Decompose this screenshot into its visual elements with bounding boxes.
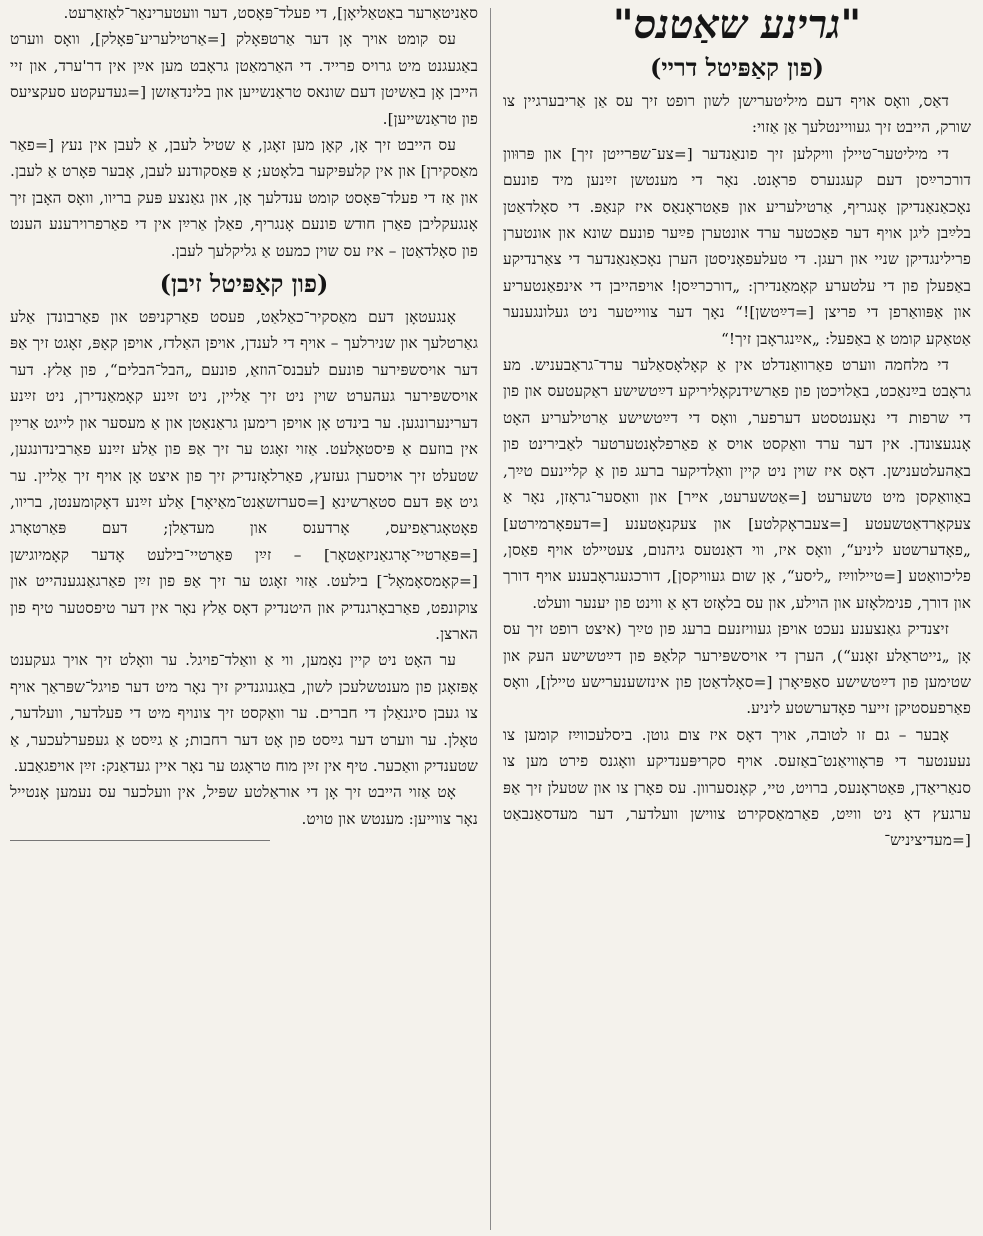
column-divider (490, 8, 491, 1230)
paragraph-continuation: סאַניטאַרער באַטאַליאָן], די פעלד־פּאָסט, דער וועטערינאַר־לאַזאַרעט. (63, 4, 478, 22)
right-column (497, 0, 975, 1236)
paragraph: עס הייבט זיך אָן, קאָן מען זאָגן, אַ שטיל לעבן, אַ לעבן אין נעץ [=פאַר מאַסקירן] און אין קלעפּיקער בלאָטע; אַ פּאַסקודנע לעבן, אָבער פאָרט אַ לעבן. און אַז די פעלד־פּאָסט קומט ענדלעך אָן, און גאַנצע פּעק בריוו, וואָס האָבן זיך אָנגעקליבן פאַרן חודש פונעם אָנגריף, פאַלן אַרײַן אין די פאַרפרוירענע הענט פון סאָלדאַטן – איז עס שוין כמעט אַ גליקלעך לעבן. (10, 136, 478, 260)
section-heading-chapter-seven: (פון קאַפּיטל זיבן) (159, 269, 329, 299)
paragraph: אָט אַזוי הייבט זיך אָן די אוראַלטע שפּיל, אין וועלכער עס נעמען אָנטייל נאָר צווייען: מענטש און טויט. (10, 783, 478, 828)
paragraph: אָנגעטאָן דעם מאַסקיר־כאַלאַט, פעסט פאַרקניפּט און פאַרבונדן אַלע גאַרטלעך און שנירלעך – אויף די לענדן, אויפן האַלדז, אויפן קאָפּ, זאָגט זיך אַפּ דער אויסשפּירער פונעם לעבנס־הוזאַ, פונעם „הבל־הבלים“, פון אַלץ. דער אויסשפּירער געהערט שוין ניט זיך אַליין, ניט זײַנע קאָמאַנדירן, ניט זײַנע דערינערונגען. ער בינדט אָן אויפן רימען גראַנאַטן און אַ מעסער און לייגט אַרײַן אין בוזעם אַ פּיסטאָלעט. אַזוי זאָגט ער זיך אַפּ פון אַלע זײַנע פאַרבינדונגען, שטעלט זיך אויסערן געזעץ, פאַרלאָזנדיק זיך פון איצט אָן אויף זיך אַליין. ער גיט אַפּ דעם סטאַרשינאַ [=סערזשאַנט־מאַיאָר] אַלע זײַנע דאָקומענטן, בריוו, פאָטאָגראַפיעס, אָרדענס און מעדאַלן; דעם פּאַרטאָרג [=פּאַרטיי־אָרגאַניזאַטאָר] – זײַן פּאַרטיי־בילעט אָדער קאָמיוגישן [=קאָמסאָמאָל־] בילעט. אַזוי זאָגט ער זיך אַפּ פון זײַן פאַרגאַנגענהייט און צוקונפט, פאַרבאָרגנדיק און היטנדיק דאָס אַלץ נאָר אין דער טיפסטער טיף פון הארצן. (10, 308, 478, 643)
paragraph: ער האָט ניט קיין נאָמען, ווי אַ וואַלד־פויגל. ער וואָלט זיך אויך געקענט אָפּזאָגן פון מענטשלעכן לשון, באַגנוגנדיק זיך נאָר מיט דער פויגל־שפּראַך אויף צו געבן סיגנאַלן די חברים. ער וואַקסט זיך צונויף מיט די פעלדער, וועלדער, טאָלן. ער ווערט דער גײַסט פון אָט דער רחבות; אַ גײַסט אַ געפערלעכער, אַ שטענדיק וואַכער. טיף אין זײַן מוח טראָגט ער נאָר איין געדאַנק: זײַן אויפגאַבע. (10, 651, 478, 775)
end-rule (10, 840, 270, 841)
paragraph: די מלחמה ווערט פאַרוואַנדלט אין אַ קאָלאָסאַלער ערד־גראַבעניש. מע גראָבט בײַנאַכט, באַלויכטן פון פאַרשידנקאָליריקע דײַטשישע ראַקעטעס און פון די שרפות די נאָענטסטע דערפער, וואָס די דײַטשישע אַרטילעריע האָט אָנגעצונדן. אין דער ערד וואַקסט אויס אַ פאַרפלאָנטערטער לאַבירינט פון באַהעלטענישן. דאָס איז שוין ניט קיין וואַלדיקער ברעג פון אַ קליינעם טײַך, באַוואַקסן מיט טשערעט [=אַטשערעט, אײר] און וואַסער־גראָזן, נאָר אַ צעקאָרדאַטשעטע [=צעבראָקלטע] און צעקנאָטענע [=דעפאָרמירטע] „פאָדערשטע ליניע“, וואָס איז, ווי דאַנטעס גיהנום, צעטיילט אויף פאַסן, פליכוואַטע [=טיילווײַז „ליסע“, אָן שום געוויקסן], דורכגעגראָבענע אויף דורך און דורך, פנימלאָזע און הוילע, און עס בלאָזט דאָ אַ ווינט פון יענער וועלט. (503, 356, 971, 612)
paragraph: דאַס, וואָס אויף דעם מיליטערישן לשון רופט זיך עס אַן אַריבערגיין צו שורק, הייבט זיך געוויינטלעך אַן אַזוי: (503, 92, 971, 137)
paragraph: די מיליטער־טיילן וויקלען זיך פונאַנדער [=צע־שפּרייטן זיך] און פּרוּוון דורכרײַסן דעם קעגנערס פראָנט. נאָר די מענטשן זײַנען מיד פונעם נאָכאַנאַנדיקן אָנגריף, אַרטילעריע און פּאַטראָנאַס איז קנאַפּ. די סאָלדאַטן בלײַבן ליגן אויף דער פאַכטער ערד אונטערן פײַער פונעם שונא און אונטערן פרילינגדיקן שניי און רעגן. די טעלעפאָניסטן הערן נאָכאַנאַנדער די צאַרנדיקע באַפעלן פון די עלטערע קאָמאַנדירן: „דורכרײַסן! אויפהייבן די אינפאַנטעריע און אַפּוואַרפן די פריצן [=דײַטשן]!“ נאָך דער צווייטער ניט געלונגענער אַטאַקע קומט אַ באַפעל: „אײַנגראָבן זיך!“ (503, 144, 971, 348)
left-column (6, 0, 484, 1236)
section-heading-chapter-three: (פון קאַפּיטל דריי) (650, 53, 824, 82)
paragraph: עס קומט אויך אָן דער אַרטפּאָלק [=אַרטילעריע־פּאָלק], וואָס ווערט באַגעגנט מיט גרויס פרייד. די האַרמאַטן גראָבט מען אײַן אין דר'ערד, און זיי הייבן אָן באַשיטן דעם שונאס טראַנשייען און בלינדאַזשן [=געדעקטע סעקציעס פון טראַנשייען]. (10, 30, 478, 128)
paragraph: זיצנדיק גאַנצענע נעכט אויפן געוויזנעם ברעג פון טײַך (איצט רופט זיך עס אָן „נייטראַלע זאָנע“), הערן די אויסשפּירער קלאַפּ פון דײַטשישע העק און שטימען פון דײַטשישע סאַפּיאָרן [=סאָלדאַטן פון אינזשענערישע טיילן], וואָס פאַרפעסטיקן זייער פאָדערשטע ליניע. (503, 620, 971, 718)
article-title: "גרינע שאַטנס" (612, 1, 862, 48)
paragraph: אָבער – גם זו לטובה, אויך דאָס איז צום גוטן. ביסלעכווײַז קומען צו נעענטער די פּראָוויאַנט־באַזעס. אויף סקריפּענדיקע וואָגנס פירט מען צו סנאַריאַדן, פּאַטראָנעס, ברויט, טיי, קאָנסערוון. עס פאָרן צו און שטעלן זיך אַפּ ערגעץ דאָ ניט ווײַט, פאַרמאַסקירט צווישן וועלדער, דער מעדסאַנבאַט [=מעדיציניש־ (503, 725, 971, 850)
